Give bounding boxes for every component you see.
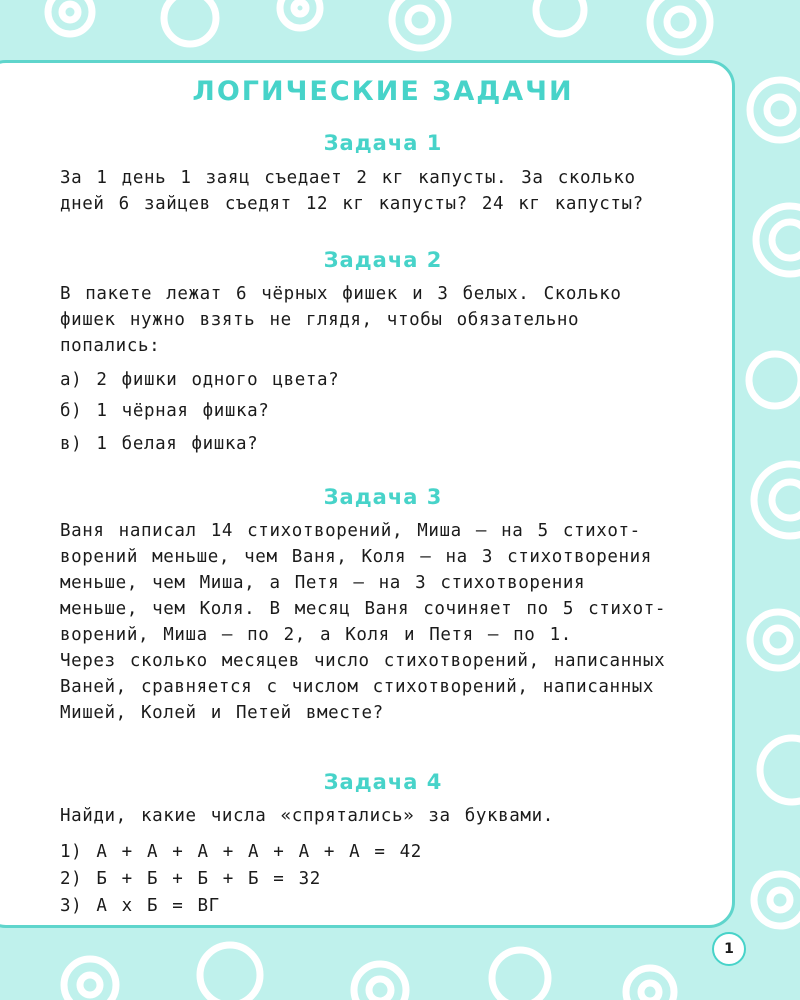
task-2-text-line: попались: <box>60 336 161 356</box>
task-3-heading: Задача 3 <box>323 485 443 509</box>
task-2-option: а) 2 фишки одного цвета? <box>60 370 340 390</box>
task-2-text-line: фишек нужно взять не глядя, чтобы обязательно <box>60 310 580 330</box>
page-title: ЛОГИЧЕСКИЕ ЗАДАЧИ <box>192 76 574 107</box>
task-3-text-line: Ваней, сравняется с числом стихотворений, написанных <box>60 677 655 697</box>
task-4-equation: 2) Б + Б + Б + Б = 32 <box>60 869 321 889</box>
task-4-equation: 3) А х Б = ВГ <box>60 896 220 916</box>
task-1-text-line: За 1 день 1 заяц съедает 2 кг капусты. За сколько <box>60 168 636 188</box>
task-3-text-line: ворений, Миша — по 2, а Коля и Петя — по 1. <box>60 625 572 645</box>
task-3-text-line: Мишей, Колей и Петей вместе? <box>60 703 384 723</box>
task-3-text-line: ворений меньше, чем Ваня, Коля — на 3 стихотворения <box>60 547 652 567</box>
task-1-heading: Задача 1 <box>323 131 443 155</box>
task-3-text-line: меньше, чем Миша, а Петя — на 3 стихотворения <box>60 573 586 593</box>
task-4-equation: 1) А + А + А + А + А + А = 42 <box>60 842 422 862</box>
task-3-text-line: Ваня написал 14 стихотворений, Миша — на 5 стихот- <box>60 521 641 541</box>
task-4-text-line: Найди, какие числа «спрятались» за буквами. <box>60 806 554 826</box>
task-2-heading: Задача 2 <box>323 248 443 272</box>
task-3-text-line: Через сколько месяцев число стихотворений, написанных <box>60 651 666 671</box>
task-3-text-line: меньше, чем Коля. В месяц Ваня сочиняет по 5 стихот- <box>60 599 667 619</box>
task-2-option: б) 1 чёрная фишка? <box>60 401 270 421</box>
task-2-option: в) 1 белая фишка? <box>60 434 259 454</box>
page-number-badge: 1 <box>712 932 746 966</box>
task-4-heading: Задача 4 <box>323 770 443 794</box>
task-2-text-line: В пакете лежат 6 чёрных фишек и 3 белых. Сколько <box>60 284 622 304</box>
task-1-text-line: дней 6 зайцев съедят 12 кг капусты? 24 кг капусты? <box>60 194 644 214</box>
